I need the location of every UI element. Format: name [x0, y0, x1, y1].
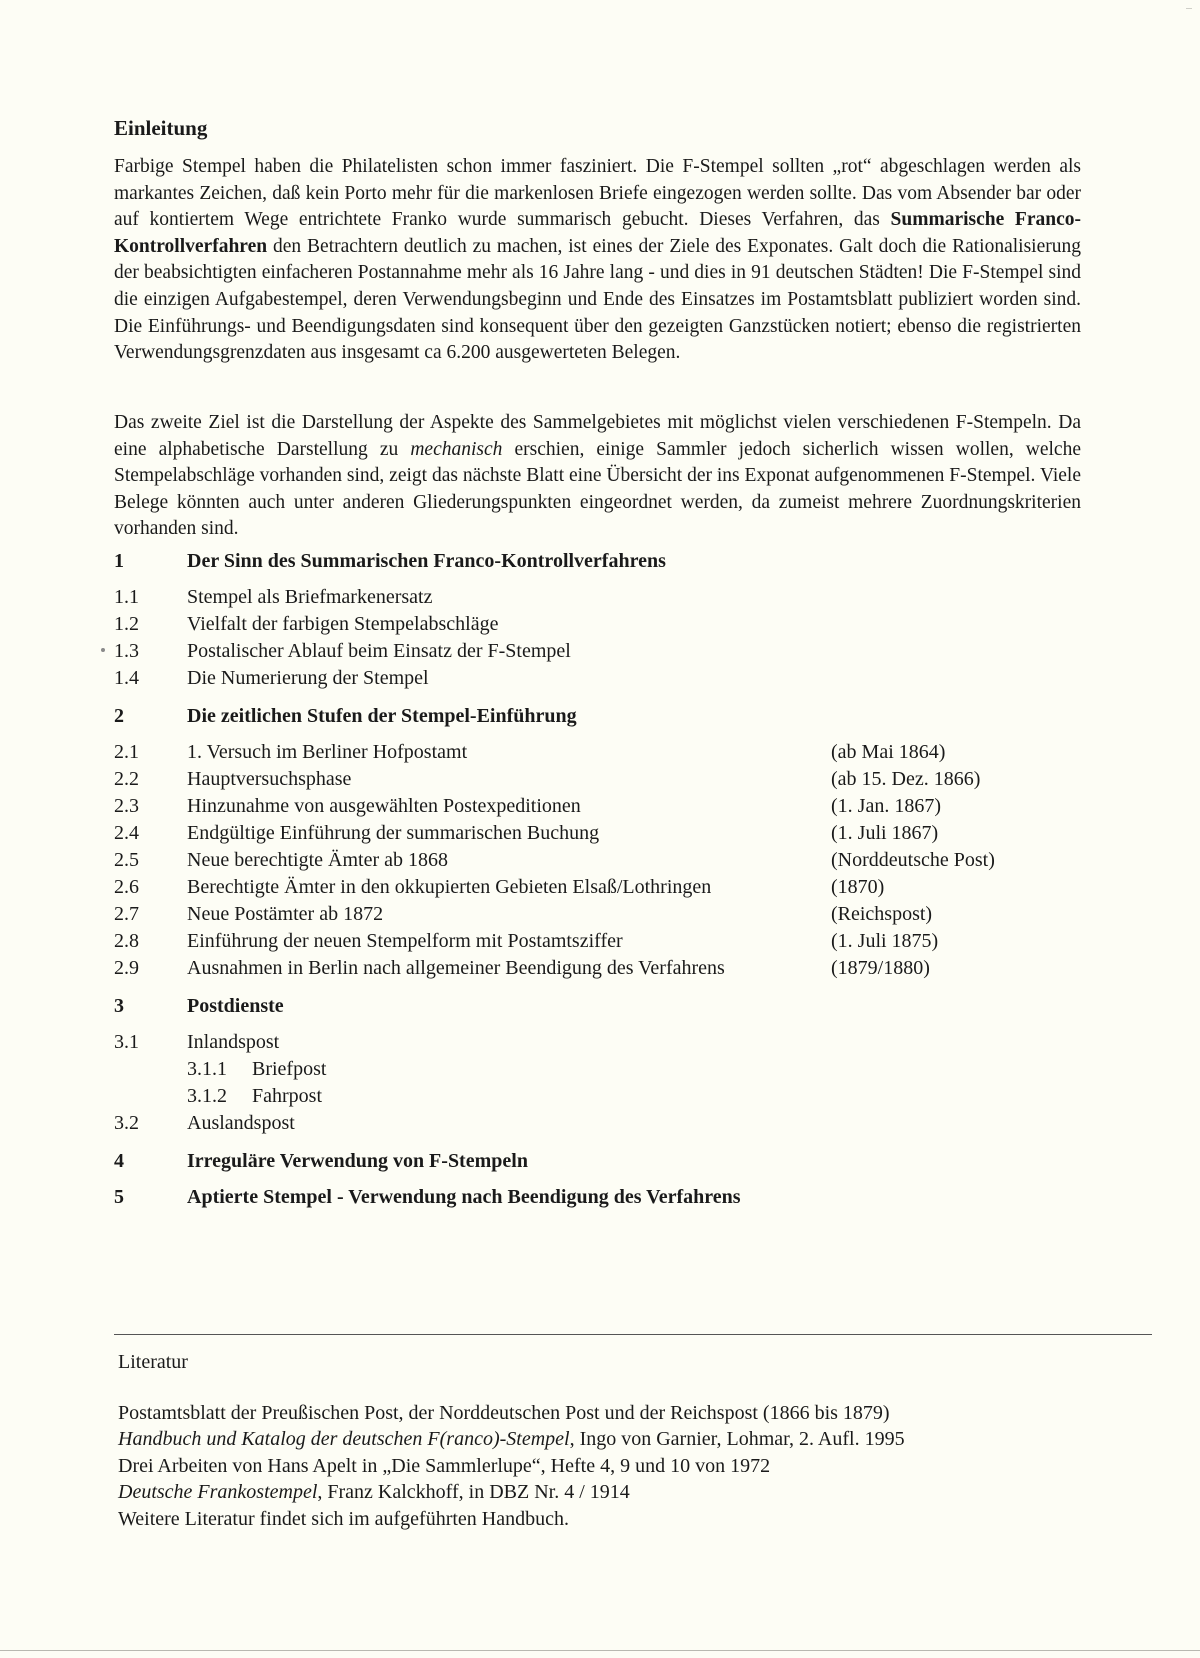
toc-section: [0, 901, 1200, 927]
toc-section: [0, 874, 1200, 900]
toc-title: Die zeitlichen Stufen der Stempel-Einführung: [187, 705, 577, 727]
toc-title: Neue Postämter ab 1872: [187, 903, 384, 925]
toc-number: 2.5: [114, 849, 139, 871]
toc-title: 1. Versuch im Berliner Hofpostamt: [187, 741, 468, 763]
toc-section: [0, 1110, 1200, 1136]
toc-number: 1.1: [114, 586, 139, 608]
literature-entry: [118, 1479, 905, 1505]
toc-section: [0, 928, 1200, 954]
toc-number: 3.1.2: [187, 1085, 227, 1107]
toc-title: Ausnahmen in Berlin nach allgemeiner Beendigung des Verfahrens: [187, 957, 725, 979]
literature-text: Weitere Literatur findet sich im aufgeführten Handbuch.: [118, 1507, 569, 1530]
toc-date: (1. Juli 1875): [831, 930, 939, 952]
toc-number: 3: [114, 995, 124, 1017]
toc-section: [0, 1029, 1200, 1055]
toc-date: (1. Jan. 1867): [831, 795, 941, 817]
literature-text: , Franz Kalckhoff, in DBZ Nr. 4 / 1914: [317, 1481, 630, 1504]
toc-number: 2.7: [114, 903, 139, 925]
toc-chapter: [0, 993, 1200, 1019]
toc-section: [0, 847, 1200, 873]
toc-number: 5: [114, 1186, 124, 1208]
toc-number: 2.6: [114, 876, 139, 898]
literature-title: Deutsche Frankostempel: [118, 1481, 318, 1504]
intro-bold-term: Summarische Franco-Kontrollverfahren: [114, 209, 1081, 257]
toc-title: Berechtigte Ämter in den okkupierten Gebieten Elsaß/Lothringen: [187, 876, 712, 898]
toc-section: [0, 793, 1200, 819]
intro-text: erschien, einige Sammler jedoch sicherlich wissen wollen, welche Stempelabschläge vorhanden sind, zeigt das nächste Blatt eine Übersicht der ins Exponat aufgenommenen F-Stempel. Viele Belege könnten auch unter anderen Gliederungspunkten eingeordnet werden, da zumeist mehrere Zuordnungskriterien vorhanden sind.: [114, 438, 1081, 540]
literature-entry: [118, 1400, 905, 1426]
toc-chapter: [0, 548, 1200, 574]
intro-italic-term: mechanisch: [410, 438, 503, 460]
literature-list: [118, 1400, 905, 1532]
literature-entry: [118, 1453, 905, 1479]
toc-date: (1870): [831, 876, 885, 898]
toc-title: Der Sinn des Summarischen Franco-Kontrollverfahrens: [187, 550, 666, 572]
intro-paragraph-1: [114, 154, 1081, 367]
toc-section: [0, 955, 1200, 981]
toc-number: 3.2: [114, 1112, 139, 1134]
literature-heading: Literatur: [118, 1351, 188, 1373]
literature-entry: [118, 1506, 905, 1532]
toc-title: Stempel als Briefmarkenersatz: [187, 586, 433, 608]
toc-title: Neue berechtigte Ämter ab 1868: [187, 849, 449, 871]
toc-subsection: [0, 1056, 1200, 1082]
toc-title: Postdienste: [187, 995, 284, 1017]
toc-section: [0, 739, 1200, 765]
toc-title: Briefpost: [252, 1058, 327, 1080]
literature-entry: [118, 1426, 905, 1452]
toc-number: 1.4: [114, 667, 139, 689]
toc-chapter: [0, 1148, 1200, 1174]
scan-mark: [1186, 8, 1192, 9]
literature-text: Drei Arbeiten von Hans Apelt in „Die Sammlerlupe“, Hefte 4, 9 und 10 von 1972: [118, 1454, 771, 1477]
toc-date: (1. Juli 1867): [831, 822, 939, 844]
toc-chapter: [0, 703, 1200, 729]
toc-number: 2.9: [114, 957, 139, 979]
toc-number: 2.3: [114, 795, 139, 817]
toc-chapter: [0, 1184, 1200, 1210]
toc-number: 2.8: [114, 930, 139, 952]
toc-title: Postalischer Ablauf beim Einsatz der F-Stempel: [187, 640, 571, 662]
literature-text: Postamtsblatt der Preußischen Post, der Norddeutschen Post und der Reichspost (1866 bis 1879): [118, 1402, 890, 1424]
toc-section: [0, 665, 1200, 691]
intro-text: Das zweite Ziel ist die Darstellung der Aspekte des Sammelgebietes mit möglichst vielen verschiedenen F-Stempeln. Da eine alphabetische Darstellung zu: [114, 412, 1081, 460]
intro-paragraph-2: [114, 410, 1081, 543]
toc-section: [0, 766, 1200, 792]
toc-title: Hinzunahme von ausgewählten Postexpeditionen: [187, 795, 581, 817]
separator-rule: [114, 1334, 1152, 1335]
toc-number: 1.2: [114, 613, 139, 635]
toc-date: (1879/1880): [831, 957, 930, 979]
toc-number: 4: [114, 1150, 124, 1172]
toc-date: (ab 15. Dez. 1866): [831, 768, 981, 790]
toc-number: 2.4: [114, 822, 139, 844]
toc-section: [0, 584, 1200, 610]
section-heading: Einleitung: [114, 116, 208, 140]
bullet-dot: [101, 648, 105, 652]
toc-subsection: [0, 1083, 1200, 1109]
toc-date: (Reichspost): [831, 903, 933, 925]
toc-section: [0, 638, 1200, 664]
toc-title: Endgültige Einführung der summarischen Buchung: [187, 822, 600, 844]
toc-title: Hauptversuchsphase: [187, 768, 352, 790]
toc-title: Aptierte Stempel - Verwendung nach Beendigung des Verfahrens: [187, 1186, 741, 1208]
toc-title: Inlandspost: [187, 1031, 280, 1053]
toc-number: 3.1.1: [187, 1058, 227, 1080]
page-bottom-edge: [0, 1650, 1200, 1651]
toc-date: (ab Mai 1864): [831, 741, 946, 763]
toc-number: 3.1: [114, 1031, 139, 1053]
toc-date: (Norddeutsche Post): [831, 849, 995, 871]
literature-title: Handbuch und Katalog der deutschen F(ranco)-Stempel: [118, 1428, 570, 1451]
toc-title: Einführung der neuen Stempelform mit Postamtsziffer: [187, 930, 623, 952]
intro-text: Farbige Stempel haben die Philatelisten schon immer fasziniert. Die F-Stempel sollten „rot“ abgeschlagen werden als markantes Zeichen, daß kein Porto mehr für die markenlosen Briefe eingezogen werden sollte. Das vom Absender bar oder auf kontiertem Wege entrichtete Franko wurde summarisch gebucht. Dieses Verfahren, das: [114, 156, 1081, 231]
literature-text: , Ingo von Garnier, Lohmar, 2. Aufl. 1995: [569, 1428, 905, 1451]
toc-title: Auslandspost: [187, 1112, 295, 1134]
toc-section: [0, 611, 1200, 637]
toc-title: Irreguläre Verwendung von F-Stempeln: [187, 1150, 528, 1172]
toc-section: [0, 820, 1200, 846]
toc-title: Vielfalt der farbigen Stempelabschläge: [187, 613, 499, 635]
intro-text: den Betrachtern deutlich zu machen, ist eines der Ziele des Exponates. Galt doch die Rationalisierung der beabsichtigten einfacheren Postannahme mehr als 16 Jahre lang - und dies in 91 deutschen Städten! Die F-Stempel sind die einzigen Aufgabestempel, deren Verwendungsbeginn und Ende des Einsatzes im Postamtsblatt publiziert worden sind. Die Einführungs- und Beendigungsdaten sind konsequent über den gezeigten Ganzstücken notiert; ebenso die registrierten Verwendungsgrenzdaten aus insgesamt ca 6.200 ausgewerteten Belegen.: [114, 235, 1081, 364]
toc-number: 2.2: [114, 768, 139, 790]
toc-number: 2: [114, 705, 124, 727]
toc-number: 2.1: [114, 741, 139, 763]
toc-number: 1.3: [114, 640, 139, 662]
toc-title: Fahrpost: [252, 1085, 322, 1107]
toc-number: 1: [114, 550, 124, 572]
toc-title: Die Numerierung der Stempel: [187, 667, 429, 689]
